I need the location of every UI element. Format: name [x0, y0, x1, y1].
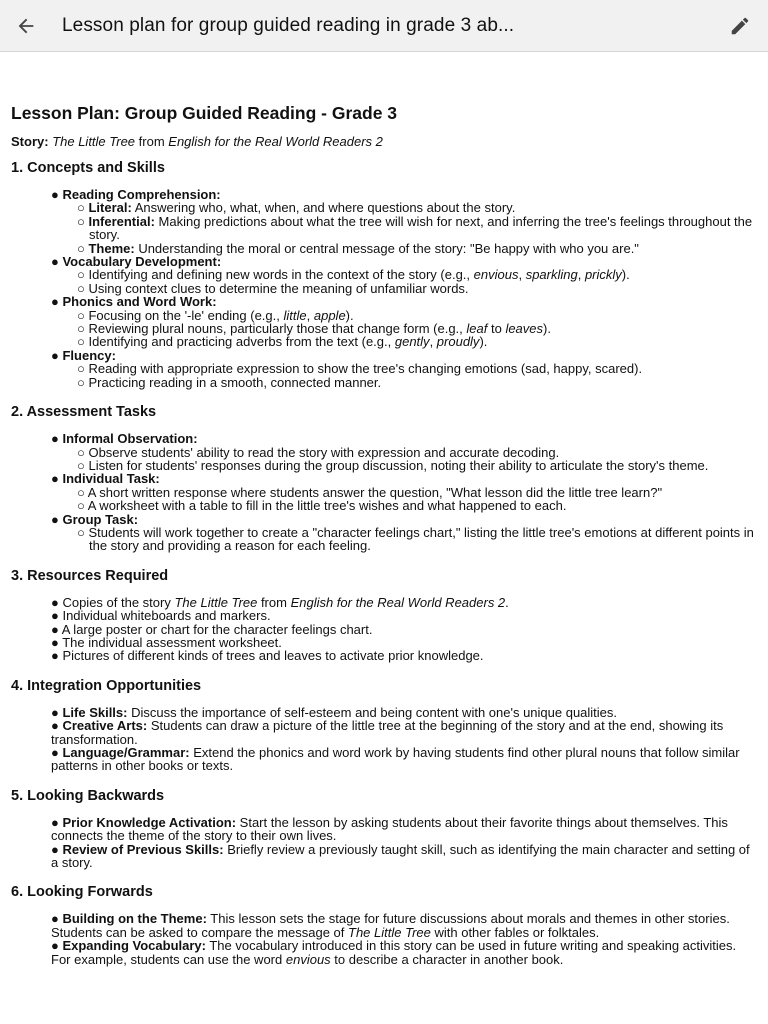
item-text: ). [479, 334, 488, 350]
list-item [11, 719, 756, 746]
page-title: Lesson plan for group guided reading in grade 3 ab... [62, 14, 515, 36]
item-text: to describe a character in another book. [330, 951, 564, 967]
item-label: ● Creative Arts: [51, 718, 148, 734]
list-item: ○ A short written response where students answer the question, "What lesson did the little tree learn?" [77, 484, 663, 500]
item-label: ● Fluency: [51, 347, 116, 363]
item-label: ● Building on the Theme: [51, 911, 207, 927]
app-bar [0, 0, 768, 52]
list-item [11, 843, 756, 870]
item-label: ● Informal Observation: [51, 431, 198, 447]
item-word: prickly [584, 267, 622, 283]
list-item [11, 335, 756, 348]
item-word: The Little Tree [348, 924, 431, 940]
list-item: ○ Using context clues to determine the meaning of unfamiliar words. [77, 280, 469, 296]
item-word: English for the Real World Readers 2 [290, 594, 506, 610]
item-word: sparkling [525, 267, 578, 283]
list-item: ○ Practicing reading in a smooth, connected manner. [77, 374, 382, 390]
list-item [11, 322, 756, 335]
item-label: ● Phonics and Word Work: [51, 294, 217, 310]
item-label: ● Group Task: [51, 511, 139, 527]
section-heading: 6. Looking Forwards [11, 884, 153, 901]
item-word: envious [473, 267, 519, 283]
list-item [11, 746, 756, 773]
edit-button[interactable] [726, 12, 754, 40]
item-text: ). [621, 267, 630, 283]
story-line [11, 134, 756, 150]
list-item [11, 188, 756, 201]
list-item [11, 596, 756, 609]
item-text: Answering who, what, when, and where questions about the story. [131, 200, 516, 216]
document-body [11, 102, 756, 966]
list-item: ● The individual assessment worksheet. [51, 634, 282, 650]
item-text: Briefly review a previously taught skill, such as identifying the main character and setting of a story. [51, 841, 750, 871]
list-item [11, 706, 756, 719]
item-text: , [306, 307, 314, 323]
list-item: ○ Listen for students' responses during the group discussion, noting their ability to articulate the story's theme. [77, 457, 709, 473]
list-item [11, 513, 756, 526]
item-word: apple [313, 307, 346, 323]
item-text: ○ Identifying and practicing adverbs from the text (e.g., [77, 334, 395, 350]
list-item [11, 242, 756, 255]
item-text: from [257, 594, 291, 610]
list-item: ○ Reading with appropriate expression to show the tree's changing emotions (sad, happy, scared). [77, 361, 643, 377]
item-label: ● Individual Task: [51, 471, 160, 487]
item-word: proudly [436, 334, 480, 350]
item-label: ● Review of Previous Skills: [51, 841, 224, 857]
item-text: ○ Identifying and defining new words in the context of the story (e.g., [77, 267, 474, 283]
item-label: ○ Inferential: [77, 213, 155, 229]
item-text: . [505, 594, 509, 610]
item-text: ). [543, 321, 551, 337]
list-item [11, 939, 756, 966]
list-item [11, 349, 756, 362]
item-text: Students can draw a picture of the little tree at the beginning of the story and at the end, showing its transformation. [51, 718, 724, 747]
item-label: ● Language/Grammar: [51, 745, 190, 760]
section-heading: 4. Integration Opportunities [11, 677, 202, 694]
item-text: Understanding the moral or central message of the story: "Be happy with who you are." [134, 240, 639, 256]
list-item [11, 268, 756, 281]
list-item: ● Individual whiteboards and markers. [51, 608, 271, 624]
item-word: gently [394, 334, 430, 350]
item-label: ● Vocabulary Development: [51, 254, 222, 270]
list-item [11, 255, 756, 268]
item-text: ● Copies of the story [51, 594, 175, 610]
list-item [11, 912, 756, 939]
item-label: ○ Literal: [77, 200, 132, 216]
item-word: little [283, 307, 307, 323]
list-item [11, 432, 756, 445]
list-item [11, 201, 756, 214]
item-text: ○ Focusing on the '-le' ending (e.g., [77, 307, 284, 323]
pencil-icon [729, 15, 751, 37]
item-label: ● Expanding Vocabulary: [51, 938, 206, 954]
item-label: ● Prior Knowledge Activation: [51, 814, 237, 830]
item-text: ○ Reviewing plural nouns, particularly those that change form (e.g., [77, 321, 467, 337]
item-word: The Little Tree [174, 594, 258, 610]
item-text: Making predictions about what the tree will wish for next, and inferring the tree's feelings throughout the story. [89, 213, 753, 243]
item-label: ● Life Skills: [51, 704, 128, 720]
story-title: The Little Tree [52, 134, 136, 149]
story-book: English for the Real World Readers 2 [168, 134, 383, 149]
back-button[interactable] [0, 0, 52, 52]
item-text: This lesson sets the stage for future discussions about morals and themes in other stories. Students can be asked to compare the message of [51, 911, 730, 940]
list-item: ○ Observe students' ability to read the story with expression and accurate decoding. [77, 444, 560, 460]
item-text: Discuss the importance of self-esteem and being content with one's unique qualities. [127, 704, 618, 720]
list-item: ○ A worksheet with a table to fill in the little tree's wishes and what happened to each. [77, 498, 567, 514]
list-item: ● Pictures of different kinds of trees and leaves to activate prior knowledge. [51, 648, 484, 664]
doc-title: Lesson Plan: Group Guided Reading - Grade 3 [11, 103, 398, 123]
item-text: , [577, 267, 585, 283]
arrow-left-icon [15, 15, 37, 37]
item-text: Extend the phonics and word work by having students find other plural nouns that follow similar patterns in other books or texts. [51, 745, 740, 774]
item-text: , [518, 267, 526, 283]
item-word: leaf [466, 321, 488, 337]
item-text: Start the lesson by asking students about their favorite things about themselves. This connects the theme of the story to their own lives. [51, 814, 728, 844]
story-from: from [135, 134, 169, 149]
list-item: ● A large poster or chart for the character feelings chart. [51, 621, 373, 637]
section-heading: 5. Looking Backwards [11, 787, 165, 804]
list-item [11, 472, 756, 485]
item-text: with other fables or folktales. [430, 924, 600, 940]
list-item: ○ Students will work together to create a "character feelings chart," listing the little tree's emotions at different points in the story and providing a reason for each feeling. [77, 524, 754, 554]
list-item [11, 816, 756, 843]
item-label: ○ Theme: [77, 240, 135, 256]
item-text: The vocabulary introduced in this story can be used in future writing and speaking activities. For example, students can use the word [51, 938, 737, 967]
section-heading: 2. Assessment Tasks [11, 404, 157, 421]
story-label: Story: [11, 134, 49, 149]
list-item [11, 215, 756, 242]
item-text: ). [345, 307, 354, 323]
item-text: to [487, 321, 506, 337]
section-heading: 1. Concepts and Skills [11, 160, 165, 176]
section-heading: 3. Resources Required [11, 567, 169, 584]
item-label: ● Reading Comprehension: [51, 187, 221, 202]
list-item [11, 309, 756, 322]
item-word: envious [285, 951, 331, 967]
item-word: leaves [505, 321, 544, 337]
item-text: , [429, 334, 437, 350]
list-item [11, 295, 756, 308]
